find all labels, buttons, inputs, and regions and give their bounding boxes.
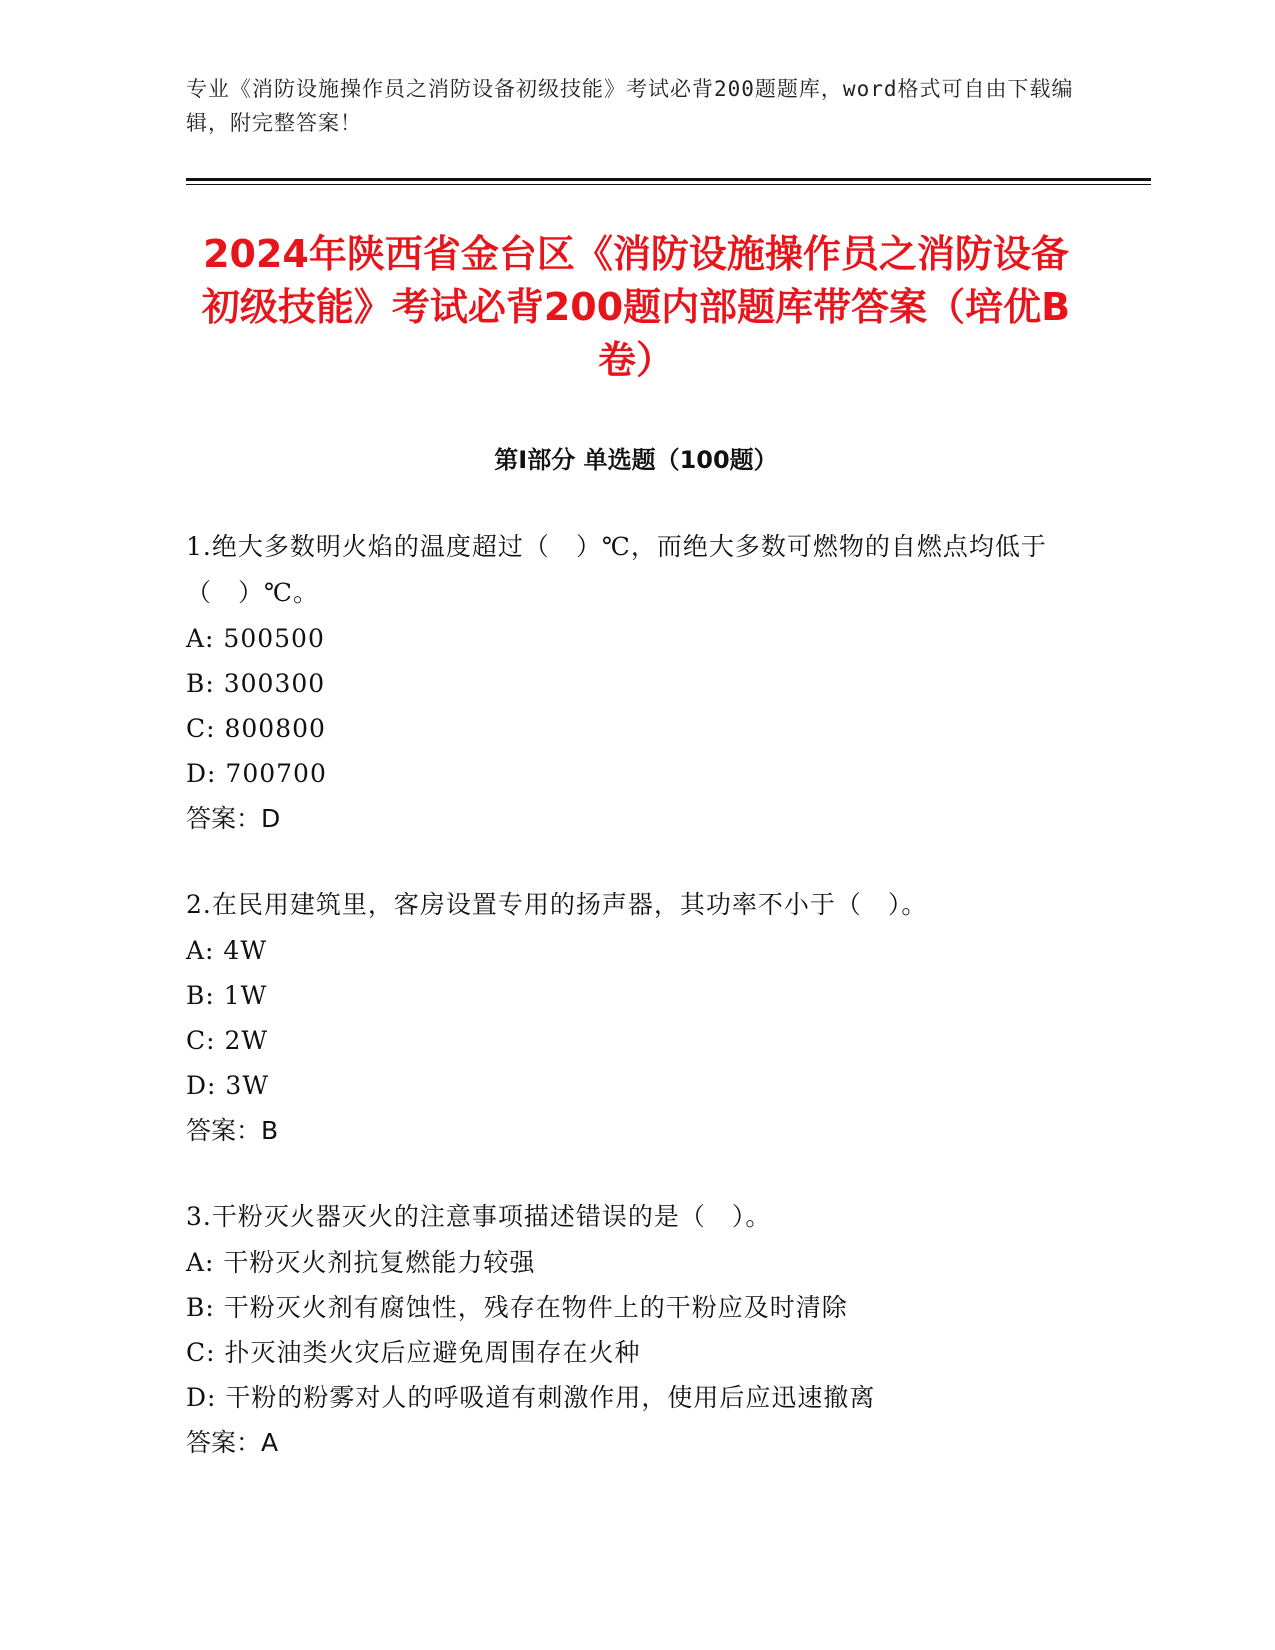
option-a: A: 干粉灭火剂抗复燃能力较强 [186,1248,536,1277]
question-stem: 3.干粉灭火器灭火的注意事项描述错误的是（ ）。 [186,1202,772,1231]
section-title: 第I部分 单选题（100题） [494,446,778,474]
option-c: C: 2W [186,1026,269,1055]
header-divider-thick [186,178,1151,181]
header-divider-thin [186,184,1151,185]
option-a: A: 500500 [186,624,325,653]
option-c: C: 800800 [186,714,326,743]
option-a: A: 4W [186,936,268,965]
option-b: B: 干粉灭火剂有腐蚀性，残存在物件上的干粉应及时清除 [186,1293,848,1322]
question-1 [186,524,1086,842]
answer: 答案：D [186,804,281,833]
question-2 [186,882,1086,1154]
option-c: C: 扑灭油类火灾后应避免周围存在火种 [186,1338,641,1367]
header-note: 专业《消防设施操作员之消防设备初级技能》考试必背200题题库，word格式可自由下载编辑，附完整答案！ [186,77,1074,135]
option-b: B: 1W [186,981,268,1010]
answer: 答案：A [186,1428,279,1457]
option-d: D: 干粉的粉雾对人的呼吸道有刺激作用，使用后应迅速撤离 [186,1383,876,1412]
option-d: D: 700700 [186,759,327,788]
document-title: 2024年陕西省金台区《消防设施操作员之消防设备初级技能》考试必背200题内部题库带答案（培优B卷） [201,232,1071,382]
question-stem: 1.绝大多数明火焰的温度超过（ ）℃，而绝大多数可燃物的自燃点均低于（ ）℃。 [186,532,1047,607]
question-3 [186,1194,1086,1466]
question-stem: 2.在民用建筑里，客房设置专用的扬声器，其功率不小于（ ）。 [186,890,928,919]
question-list [186,524,1086,1506]
option-b: B: 300300 [186,669,326,698]
answer: 答案：B [186,1116,279,1145]
option-d: D: 3W [186,1071,270,1100]
